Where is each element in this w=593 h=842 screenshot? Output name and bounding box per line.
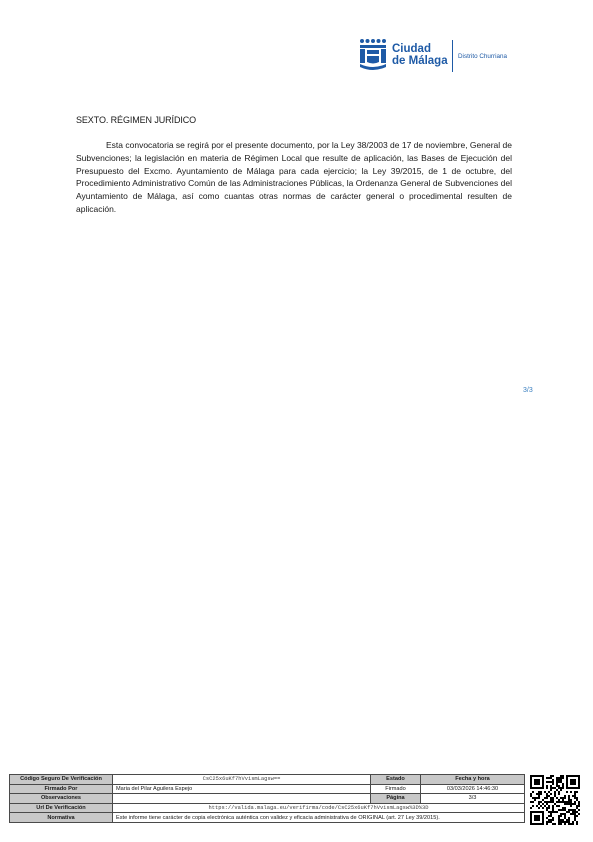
pagina-value: 3/3	[421, 794, 525, 804]
section-title: SEXTO. RÉGIMEN JURÍDICO	[76, 115, 197, 125]
estado-value: Firmado	[371, 784, 421, 794]
table-row	[10, 794, 525, 804]
estado-label: Estado	[371, 775, 421, 785]
observaciones-value	[113, 794, 371, 804]
district-name: Distrito Churriana	[458, 53, 507, 60]
observaciones-label: Observaciones	[10, 794, 113, 804]
qr-code-icon	[530, 775, 580, 825]
signature-verification-table	[9, 774, 525, 823]
firmado-por-value: Maria del Pilar Aguilera Espejo	[113, 784, 371, 794]
fecha-value: 03/03/2026 14:46:30	[421, 784, 525, 794]
url-value[interactable]: https://valida.malaga.eu/verifirma/code/CsC25x6uKf7hVvismLagsw%3D%3D	[113, 803, 525, 813]
table-row	[10, 775, 525, 785]
logo-city-name: Ciudad de Málaga	[392, 43, 448, 67]
table-row	[10, 784, 525, 794]
page-indicator: 3/3	[523, 387, 533, 394]
csv-value: CsC25x6uKf7hVvismLagsw==	[113, 775, 371, 785]
normativa-label: Normativa	[10, 813, 113, 823]
section-paragraph: Esta convocatoria se regirá por el presente documento, por la Ley 38/2003 de 17 de noviembre, General de Subvenciones; la legislación en materia de Régimen Local que resulte de aplicación, las Bases de Ejecución del Presupuesto del Excmo. Ayuntamiento de Málaga para cada ejercicio; la Ley 39/2015, de 1 de octubre, del Procedimiento Administrativo Común de las Administraciones Públicas, la Ordenanza General de Subvenciones del Ayuntamiento de Málaga, así como cuantas otras normas de carácter general o procedimental resulten de aplicación.	[76, 140, 512, 214]
firmado-por-label: Firmado Por	[10, 784, 113, 794]
normativa-value: Este informe tiene carácter de copia electrónica auténtica con validez y eficacia administrativa de ORIGINAL (art. 27 Ley 39/2015).	[113, 813, 525, 823]
logo-divider	[452, 40, 453, 72]
malaga-castle-logo-icon	[359, 38, 387, 74]
pagina-label: Página	[371, 794, 421, 804]
table-row	[10, 803, 525, 813]
csv-label: Código Seguro De Verificación	[10, 775, 113, 785]
city-logo	[359, 38, 519, 76]
table-row	[10, 813, 525, 823]
fecha-label: Fecha y hora	[421, 775, 525, 785]
url-label: Url De Verificación	[10, 803, 113, 813]
